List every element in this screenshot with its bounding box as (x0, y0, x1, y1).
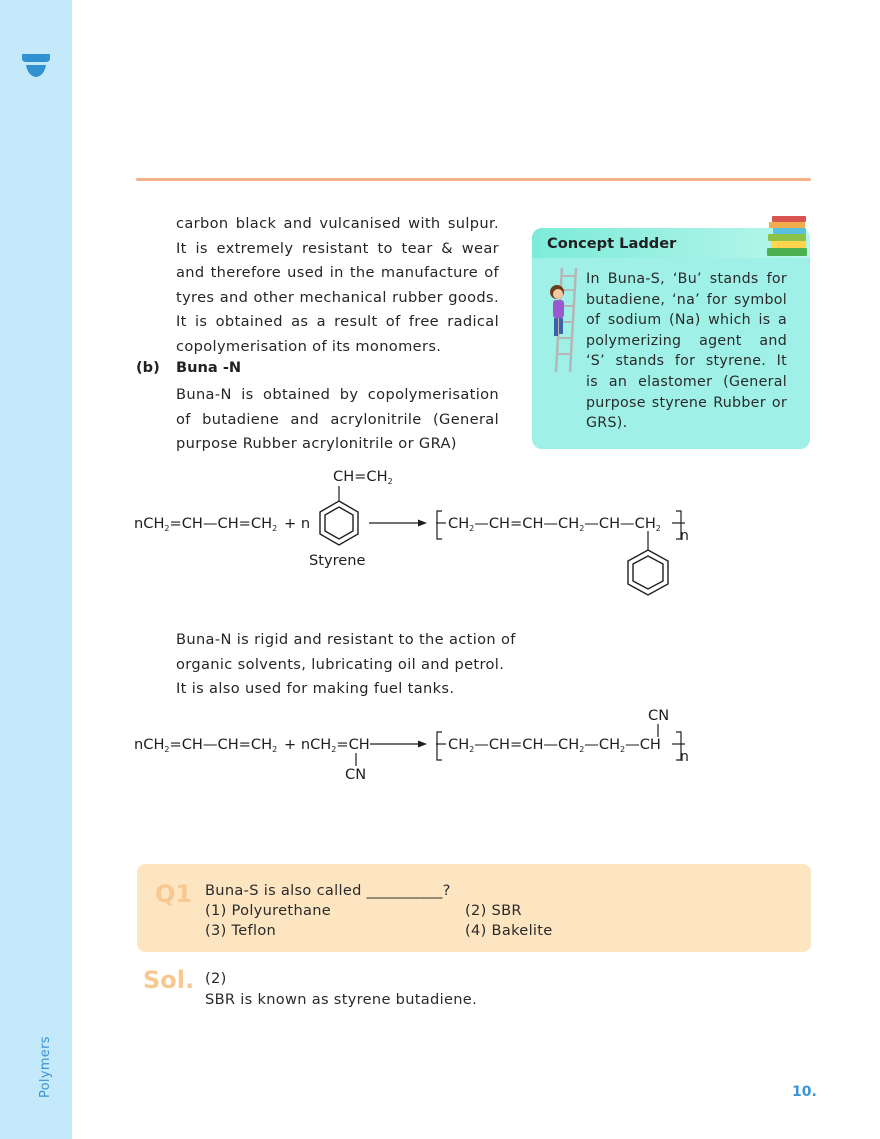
text-line: It is extremely resistant to tear & wear (176, 239, 499, 257)
option-3: (3) Teflon (205, 922, 277, 939)
bracket-left (437, 732, 442, 760)
bracket-left (437, 511, 442, 539)
option-1: (1) Polyurethane (205, 902, 332, 919)
text-line: of sodium (Na) which is a (586, 312, 787, 329)
option-4: (4) Bakelite (465, 922, 553, 939)
text-line: of butadiene and acrylonitrile (General (176, 410, 499, 428)
reaction2-acrylonitrile: + nCH$_2$=CH (284, 736, 370, 754)
paragraph-3 (176, 628, 516, 702)
text-line: Buna-N is obtained by copolymerisation (176, 386, 499, 403)
solution-answer: (2) (205, 970, 227, 987)
option-2: (2) SBR (465, 902, 522, 919)
text-line: GRS). (586, 415, 628, 432)
reaction2-product: $CH_2—CH=CH—CH_2—CH_2—CH$ (448, 736, 661, 754)
text-line: purpose styrene Rubber or (586, 394, 787, 411)
text-line: organic solvents, lubricating oil and petrol. (176, 655, 505, 673)
repeat-n: n (680, 528, 689, 544)
text-line: In Buna-S, ‘Bu’ stands for (586, 271, 787, 287)
reaction1-product: $CH_2—CH=CH—CH_2—CH—CH_2$ (448, 515, 661, 533)
text-line: and therefore used in the manufacture of (176, 264, 499, 281)
section-b-title: Buna -N (176, 359, 242, 376)
reaction1-vinyl-group: $CH=CH_2$ (333, 468, 393, 486)
solution-text (205, 968, 477, 1010)
reaction-2 (134, 707, 689, 783)
text-line: copolymerisation of its monomers. (176, 337, 442, 355)
question-box (137, 864, 811, 952)
benzene-ring-icon (320, 501, 358, 545)
styrene-label: Styrene (309, 552, 366, 569)
text-line: butadiene, ‘na’ for symbol (586, 291, 787, 308)
reaction1-plus: + n (284, 515, 311, 532)
reaction2-cn-reactant: CN (345, 766, 367, 783)
benzene-ring-icon (628, 550, 668, 595)
text-line: Buna-N is rigid and resistant to the action of (176, 631, 516, 648)
concept-ladder-title: Concept Ladder (547, 235, 677, 252)
text-line: It is also used for making fuel tanks. (176, 680, 455, 697)
reaction1-arrowhead (418, 520, 427, 527)
text-line: tyres and other mechanical rubber goods. (176, 288, 499, 306)
reaction2-reactant: $nCH_2=CH—CH=CH_2$ (134, 736, 278, 754)
page-number: 10. (792, 1084, 817, 1100)
solution-tag: Sol. (143, 966, 195, 994)
chapter-label: Polymers (38, 1036, 53, 1098)
text-line: carbon black and vulcanised with sulpur. (176, 215, 499, 232)
text-line: polymerizing agent and (586, 332, 787, 349)
repeat-n: n (680, 749, 689, 765)
text-line: is an elastomer (General (586, 373, 787, 390)
question-tag: Q1 (155, 880, 193, 908)
reaction2-arrowhead (418, 741, 427, 748)
reaction2-cn-product: CN (648, 707, 670, 724)
section-b-label: (b) (136, 359, 160, 376)
text-line: It is obtained as a result of free radical (176, 313, 499, 330)
solution-explanation: SBR is known as styrene butadiene. (205, 991, 478, 1008)
text-line: ‘S’ stands for styrene. It (586, 353, 787, 370)
reaction1-reactant: $nCH_2=CH—CH=CH_2$ (134, 515, 278, 533)
question-text: Buna-S is also called __________? (205, 882, 451, 899)
text-line: purpose Rubber acrylonitrile or GRA) (176, 435, 457, 452)
reaction-1 (134, 468, 689, 595)
